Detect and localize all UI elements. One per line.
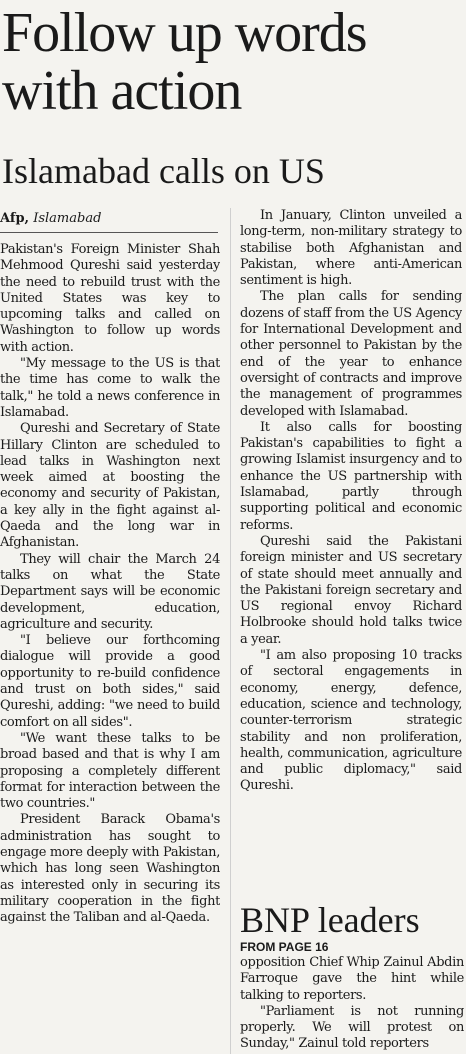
headline: Follow up words with action <box>2 2 367 122</box>
paragraph: "We want these talks to be broad based and that is why I am proposing a completely different format for interaction between the two countries." <box>0 730 220 812</box>
continued-from-label: FROM PAGE 16 <box>240 940 329 954</box>
bnp-headline: BNP leaders <box>240 900 420 940</box>
paragraph: In January, Clinton unveiled a long-term, non-military strategy to stabilise both Afghanistan and Pakistan, where anti-American sentiment is high. <box>240 208 462 289</box>
paragraph: Qureshi and Secretary of State Hillary Clinton are scheduled to lead talks in Washington next week aimed at boosting the economy and security of Pakistan, a key ally in the fight against al-Qaeda and the long war in Afghanistan. <box>0 421 220 551</box>
paragraph: The plan calls for sending dozens of staff from the US Agency for International Development and other personnel to Pakistan by the end of the year to enhance oversight of contracts and improve the management of programmes developed with Islamabad. <box>240 289 462 419</box>
paragraph: Pakistan's Foreign Minister Shah Mehmood Qureshi said yesterday the need to rebuild trust with the United States was key to upcoming talks and called on Washington to follow up words with action. <box>0 242 220 355</box>
byline <box>0 210 218 233</box>
paragraph: It also calls for boosting Pakistan's capabilities to fight a growing Islamist insurgency and to enhance the US partnership with Islamabad, partly through supporting political and economic reforms. <box>240 419 462 533</box>
article-column-left <box>0 242 220 1054</box>
byline-agency: Afp, <box>0 211 30 226</box>
paragraph: "I am also proposing 10 tracks of sectoral engagements in economy, energy, defence, education, science and technology, counter-terrorism strategic stability and non proliferation, health, communication, agriculture and public diplomacy," said Qureshi. <box>240 648 462 794</box>
paragraph: President Barack Obama's administration has sought to engage more deeply with Pakistan, which has long seen Washington as interested only in securing its military cooperation in the fight against the Taliban and al-Qaeda. <box>0 812 220 926</box>
bnp-story <box>240 900 464 1054</box>
article-column-right <box>240 208 462 908</box>
subheadline: Islamabad calls on US <box>2 151 325 191</box>
paragraph: "Parliament is not running properly. We will protest on Sunday," Zainul told reporters <box>240 1003 464 1052</box>
paragraph: "I believe our forthcoming dialogue will provide a good opportunity to re-build confidence and trust on both sides," said Qureshi, adding: "we need to build comfort on all sides". <box>0 633 220 730</box>
paragraph: Qureshi said the Pakistani foreign minister and US secretary of state should meet annually and the Pakistani foreign secretary and US regional envoy Richard Holbrooke should hold talks twice a year. <box>240 533 462 647</box>
byline-place: Islamabad <box>33 211 102 226</box>
column-divider <box>230 208 231 1054</box>
paragraph: opposition Chief Whip Zainul Abdin Farroque gave the hint while talking to reporters. <box>240 955 464 1003</box>
paragraph: They will chair the March 24 talks on what the State Department says will be economic development, education, agriculture and security. <box>0 551 220 632</box>
paragraph: "My message to the US is that the time has come to walk the talk," he told a news conference in Islamabad. <box>0 356 220 420</box>
